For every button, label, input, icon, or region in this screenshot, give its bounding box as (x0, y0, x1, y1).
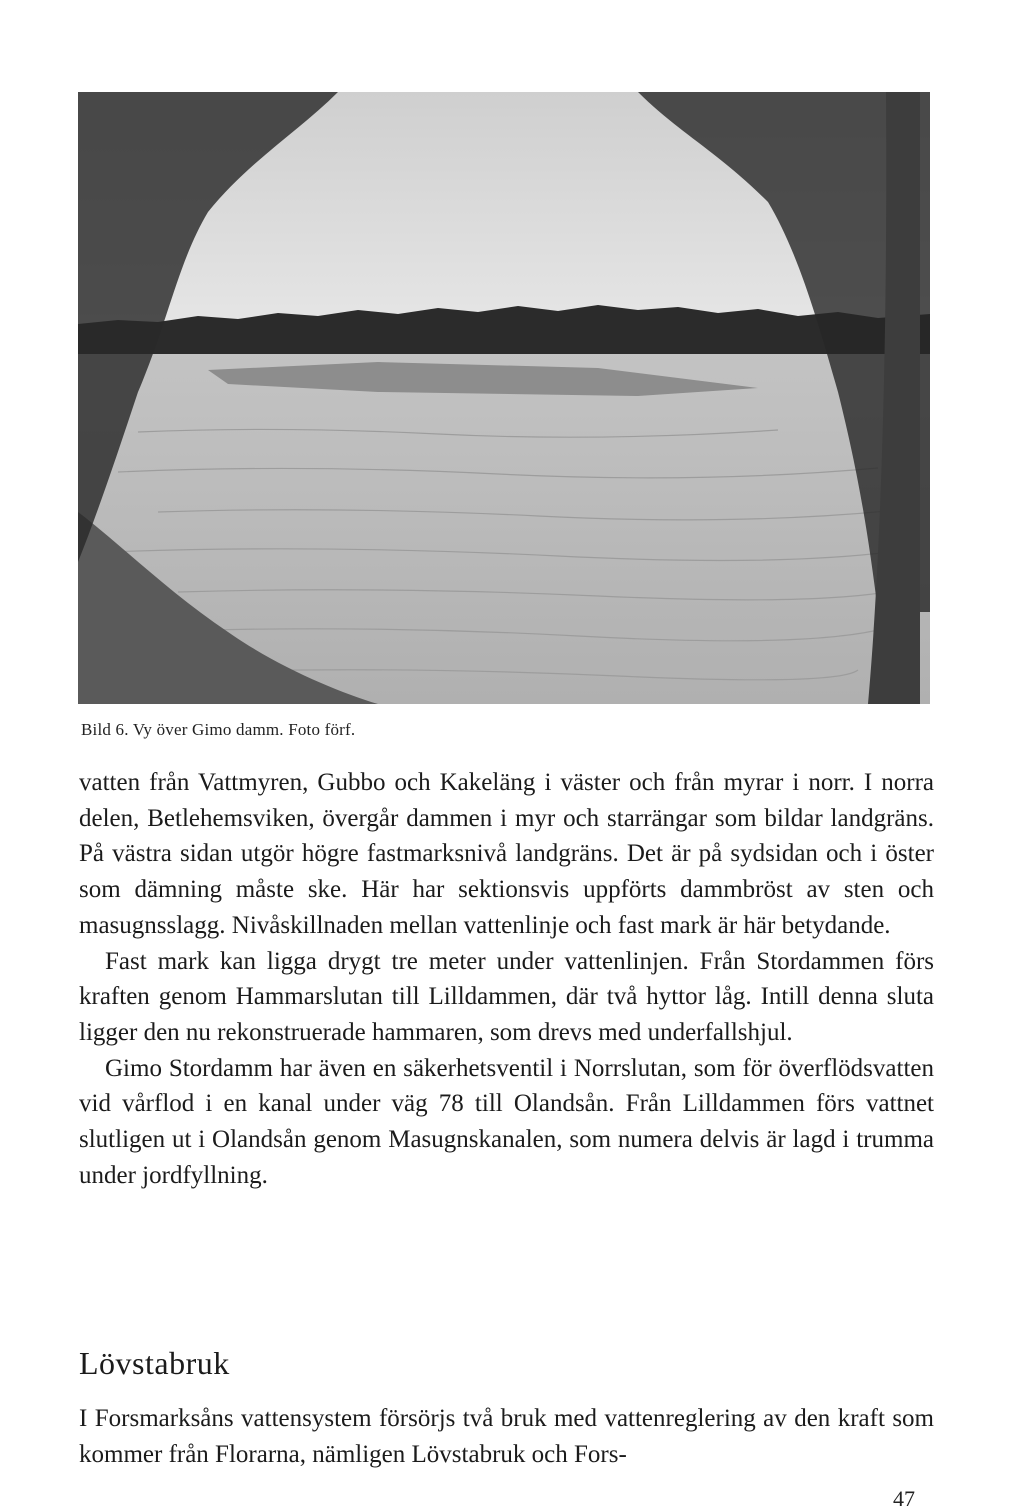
paragraph: I Forsmarksåns vattensystem försörjs två bruk med vattenreglering av den kraft som kommer från Florarna, nämligen Lövstabruk och Fors- (79, 1405, 934, 1468)
page-number: 47 (893, 1486, 915, 1511)
paragraph: vatten från Vattmyren, Gubbo och Kakeläng i väster och från myrar i norr. I norra delen, Betlehemsviken, övergår dammen i myr och starrängar som bildar landgräns. På västra sidan utgör högre fastmarksnivå landgräns. Det är på sydsidan och i öster som dämning måste ske. Här har sektionsvis uppförts dammbröst av sten och masugnsslagg. Nivåskillnaden mellan vattenlinje och fast mark är här betydande. (79, 769, 934, 939)
paragraph: Fast mark kan ligga drygt tre meter under vattenlinjen. Från Stordammen förs kraften genom Hammarslutan till Lilldammen, där två hyttor låg. Intill denna sluta ligger den nu rekonstruerade hammaren, som drevs med underfallshjul. (79, 947, 934, 1046)
lake-photograph (78, 92, 930, 704)
body-text-lower (79, 1401, 934, 1472)
lake-photo-illustration (78, 92, 930, 704)
paragraph: Gimo Stordamm har även en säkerhetsventil i Norrslutan, som för överflödsvatten vid vårflod i en kanal under väg 78 till Olandsån. Från Lilldammen förs vattnet slutligen ut i Olandsån genom Masugnskanalen, som numera delvis är lagd i trumma under jordfyllning. (79, 1054, 934, 1189)
figure-caption: Bild 6. Vy över Gimo damm. Foto förf. (81, 720, 356, 739)
section-heading: Lövstabruk (79, 1345, 230, 1381)
body-text-upper (79, 765, 934, 1193)
